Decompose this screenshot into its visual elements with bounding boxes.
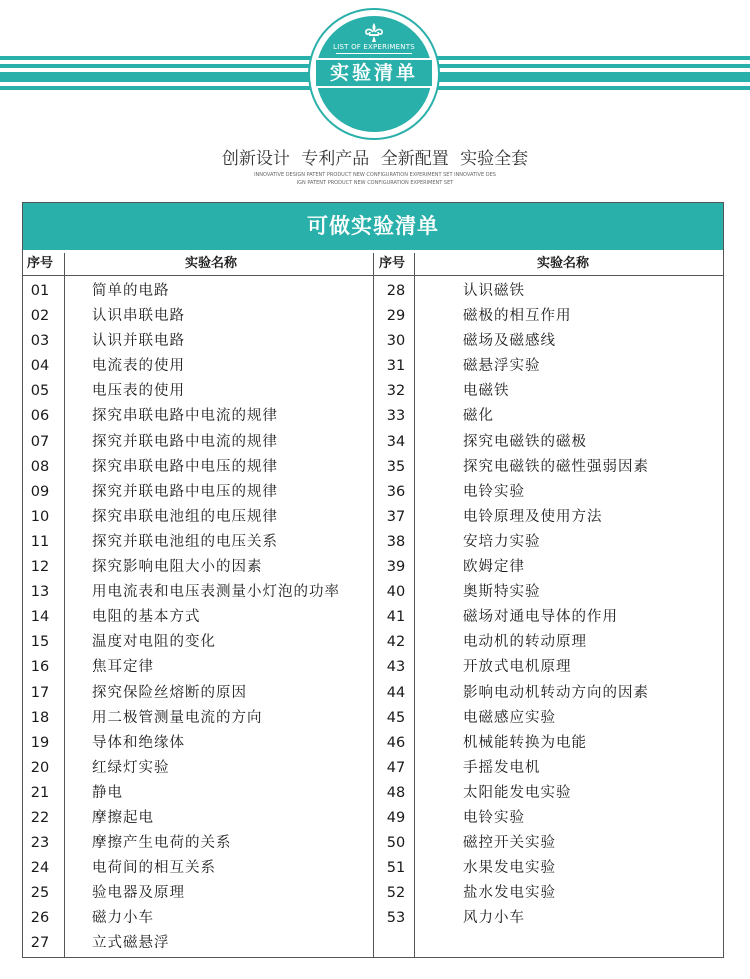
experiment-number: 35 <box>386 458 406 475</box>
experiment-number: 34 <box>386 433 406 450</box>
experiment-number: 24 <box>30 860 50 877</box>
experiment-name: 用电流表和电压表测量小灯泡的功率 <box>92 584 340 601</box>
experiment-name: 探究电磁铁的磁极 <box>463 433 587 450</box>
experiment-name: 认识并联电路 <box>92 333 185 350</box>
experiment-number: 13 <box>30 584 50 601</box>
experiment-name: 磁场及磁感线 <box>463 333 556 350</box>
tagline: 创新设计 专利产品 全新配置 实验全套 <box>221 149 529 169</box>
table-row <box>23 731 723 756</box>
experiment-name: 太阳能发电实验 <box>463 784 572 801</box>
experiment-number: 43 <box>386 659 406 676</box>
experiment-name: 电动机的转动原理 <box>463 634 587 651</box>
experiment-number: 39 <box>386 559 406 576</box>
experiment-name: 导体和绝缘体 <box>92 734 185 751</box>
experiment-name: 探究并联电路中电压的规律 <box>92 483 278 500</box>
experiment-name: 摩擦起电 <box>92 809 154 826</box>
experiment-name: 电铃原理及使用方法 <box>463 508 603 525</box>
tagline-english-line: INNOVATIVE DESIGN PATENT PRODUCT NEW CONFIGURATION EXPERIMENT SET INNOVATIVE DES <box>254 172 496 178</box>
experiment-name: 磁力小车 <box>92 910 154 927</box>
experiment-name: 焦耳定律 <box>92 659 154 676</box>
table-row <box>23 906 723 931</box>
experiment-number: 40 <box>386 584 406 601</box>
experiment-name: 手摇发电机 <box>463 759 541 776</box>
experiment-number: 47 <box>386 759 406 776</box>
experiment-number: 52 <box>386 885 406 902</box>
experiment-name: 磁控开关实验 <box>463 835 556 852</box>
experiment-number: 27 <box>30 935 50 952</box>
experiment-name: 盐水发电实验 <box>463 885 556 902</box>
table-row <box>23 555 723 580</box>
experiment-name: 电阻的基本方式 <box>92 609 201 626</box>
experiment-name: 探究并联电池组的电压关系 <box>92 533 278 550</box>
table-row <box>23 580 723 605</box>
experiment-number: 37 <box>386 508 406 525</box>
experiment-name: 磁悬浮实验 <box>463 358 541 375</box>
experiment-number: 06 <box>30 408 50 425</box>
table-row <box>23 756 723 781</box>
experiment-name: 探究串联电路中电压的规律 <box>92 458 278 475</box>
table-row <box>23 354 723 379</box>
experiment-number: 08 <box>30 458 50 475</box>
experiment-name: 探究保险丝熔断的原因 <box>92 684 247 701</box>
experiment-name: 欧姆定律 <box>463 559 525 576</box>
experiment-number: 23 <box>30 835 50 852</box>
experiment-name: 认识串联电路 <box>92 308 185 325</box>
column-header-name: 实验名称 <box>537 256 590 271</box>
table-row <box>23 681 723 706</box>
experiment-number: 21 <box>30 784 50 801</box>
experiment-name: 风力小车 <box>463 910 525 927</box>
experiment-number: 05 <box>30 383 50 400</box>
experiment-number: 02 <box>30 308 50 325</box>
experiment-number: 41 <box>386 609 406 626</box>
experiment-number: 36 <box>386 483 406 500</box>
experiment-number: 32 <box>386 383 406 400</box>
table-row <box>23 430 723 455</box>
experiment-number: 10 <box>30 508 50 525</box>
experiment-name: 电铃实验 <box>463 809 525 826</box>
experiment-number: 03 <box>30 333 50 350</box>
table-row <box>23 329 723 354</box>
experiment-number: 01 <box>30 283 50 299</box>
tagline-english-line: IGN PATENT PRODUCT NEW CONFIGURATION EXPERIMENT SET <box>296 180 454 186</box>
experiment-name: 安培力实验 <box>463 533 541 550</box>
experiment-name: 磁极的相互作用 <box>463 308 572 325</box>
experiment-name: 温度对电阻的变化 <box>92 634 216 651</box>
experiment-name: 电磁感应实验 <box>463 709 556 726</box>
table-row <box>23 505 723 530</box>
experiment-name: 电铃实验 <box>463 483 525 500</box>
table-row <box>23 605 723 630</box>
table-row <box>23 304 723 329</box>
experiment-name: 探究串联电池组的电压规律 <box>92 508 278 525</box>
table-row <box>23 404 723 429</box>
tagline-english <box>235 171 515 187</box>
experiment-number: 22 <box>30 809 50 826</box>
experiment-name: 探究电磁铁的磁性强弱因素 <box>463 458 649 475</box>
experiment-name: 认识磁铁 <box>463 283 525 299</box>
table-row <box>23 655 723 680</box>
experiment-number: 18 <box>30 709 50 726</box>
table-row <box>23 706 723 731</box>
experiment-name: 简单的电路 <box>92 283 170 299</box>
experiment-number: 49 <box>386 809 406 826</box>
page-header <box>0 0 750 200</box>
experiment-name: 机械能转换为电能 <box>463 734 587 751</box>
experiment-name: 电压表的使用 <box>92 383 185 400</box>
experiment-name: 电流表的使用 <box>92 358 185 375</box>
experiment-number: 42 <box>386 634 406 651</box>
table-row <box>23 379 723 404</box>
experiment-name: 电磁铁 <box>463 383 510 400</box>
experiment-name: 影响电动机转动方向的因素 <box>463 684 649 701</box>
experiment-number: 51 <box>386 860 406 877</box>
experiment-number: 17 <box>30 684 50 701</box>
experiment-number: 44 <box>386 684 406 701</box>
table-row <box>23 781 723 806</box>
experiment-number: 38 <box>386 533 406 550</box>
experiment-name: 探究影响电阻大小的因素 <box>92 559 263 576</box>
experiment-name: 水果发电实验 <box>463 860 556 877</box>
fleur-de-lis-icon <box>362 22 386 44</box>
experiment-name: 验电器及原理 <box>92 885 185 902</box>
experiment-number: 31 <box>386 358 406 375</box>
experiment-name: 磁场对通电导体的作用 <box>463 609 618 626</box>
experiment-name: 静电 <box>92 784 123 801</box>
experiment-name: 开放式电机原理 <box>463 659 572 676</box>
experiment-number: 46 <box>386 734 406 751</box>
experiment-name: 奥斯特实验 <box>463 584 541 601</box>
experiment-number: 07 <box>30 433 50 450</box>
table-row <box>23 480 723 505</box>
experiment-number: 29 <box>386 308 406 325</box>
column-header-number: 序号 <box>27 256 54 271</box>
experiment-name: 红绿灯实验 <box>92 759 170 776</box>
experiment-number: 28 <box>386 283 406 299</box>
experiment-number: 16 <box>30 659 50 676</box>
table-row <box>23 455 723 480</box>
experiment-name: 用二极管测量电流的方向 <box>92 709 263 726</box>
table-row <box>23 530 723 555</box>
experiment-number: 26 <box>30 910 50 927</box>
experiment-number: 20 <box>30 759 50 776</box>
column-header-name: 实验名称 <box>185 256 238 271</box>
page-title: 实验清单 <box>329 62 418 84</box>
experiment-number: 11 <box>30 533 50 550</box>
experiment-number: 19 <box>30 734 50 751</box>
experiment-number: 14 <box>30 609 50 626</box>
experiment-number: 25 <box>30 885 50 902</box>
experiment-name: 摩擦产生电荷的关系 <box>92 835 232 852</box>
table-row <box>23 279 723 304</box>
table-row <box>23 881 723 906</box>
table-title: 可做实验清单 <box>23 203 723 250</box>
experiment-name: 磁化 <box>463 408 494 425</box>
table-row <box>23 931 723 956</box>
experiment-number: 48 <box>386 784 406 801</box>
experiment-table <box>22 202 724 958</box>
experiment-name: 探究串联电路中电流的规律 <box>92 408 278 425</box>
table-body <box>23 279 723 957</box>
experiment-number: 50 <box>386 835 406 852</box>
table-row <box>23 831 723 856</box>
experiment-name: 探究并联电路中电流的规律 <box>92 433 278 450</box>
experiment-number: 04 <box>30 358 50 375</box>
badge-divider <box>336 53 412 54</box>
experiment-number: 33 <box>386 408 406 425</box>
table-row <box>23 630 723 655</box>
badge-subtitle: LIST OF EXPERIMENTS <box>333 43 415 51</box>
column-header-number: 序号 <box>379 256 406 271</box>
table-row <box>23 856 723 881</box>
experiment-name: 立式磁悬浮 <box>92 935 170 952</box>
experiment-number: 12 <box>30 559 50 576</box>
experiment-number: 30 <box>386 333 406 350</box>
experiment-number: 53 <box>386 910 406 927</box>
experiment-number: 15 <box>30 634 50 651</box>
experiment-name: 电荷间的相互关系 <box>92 860 216 877</box>
experiment-number: 45 <box>386 709 406 726</box>
experiment-number: 09 <box>30 483 50 500</box>
table-row <box>23 806 723 831</box>
